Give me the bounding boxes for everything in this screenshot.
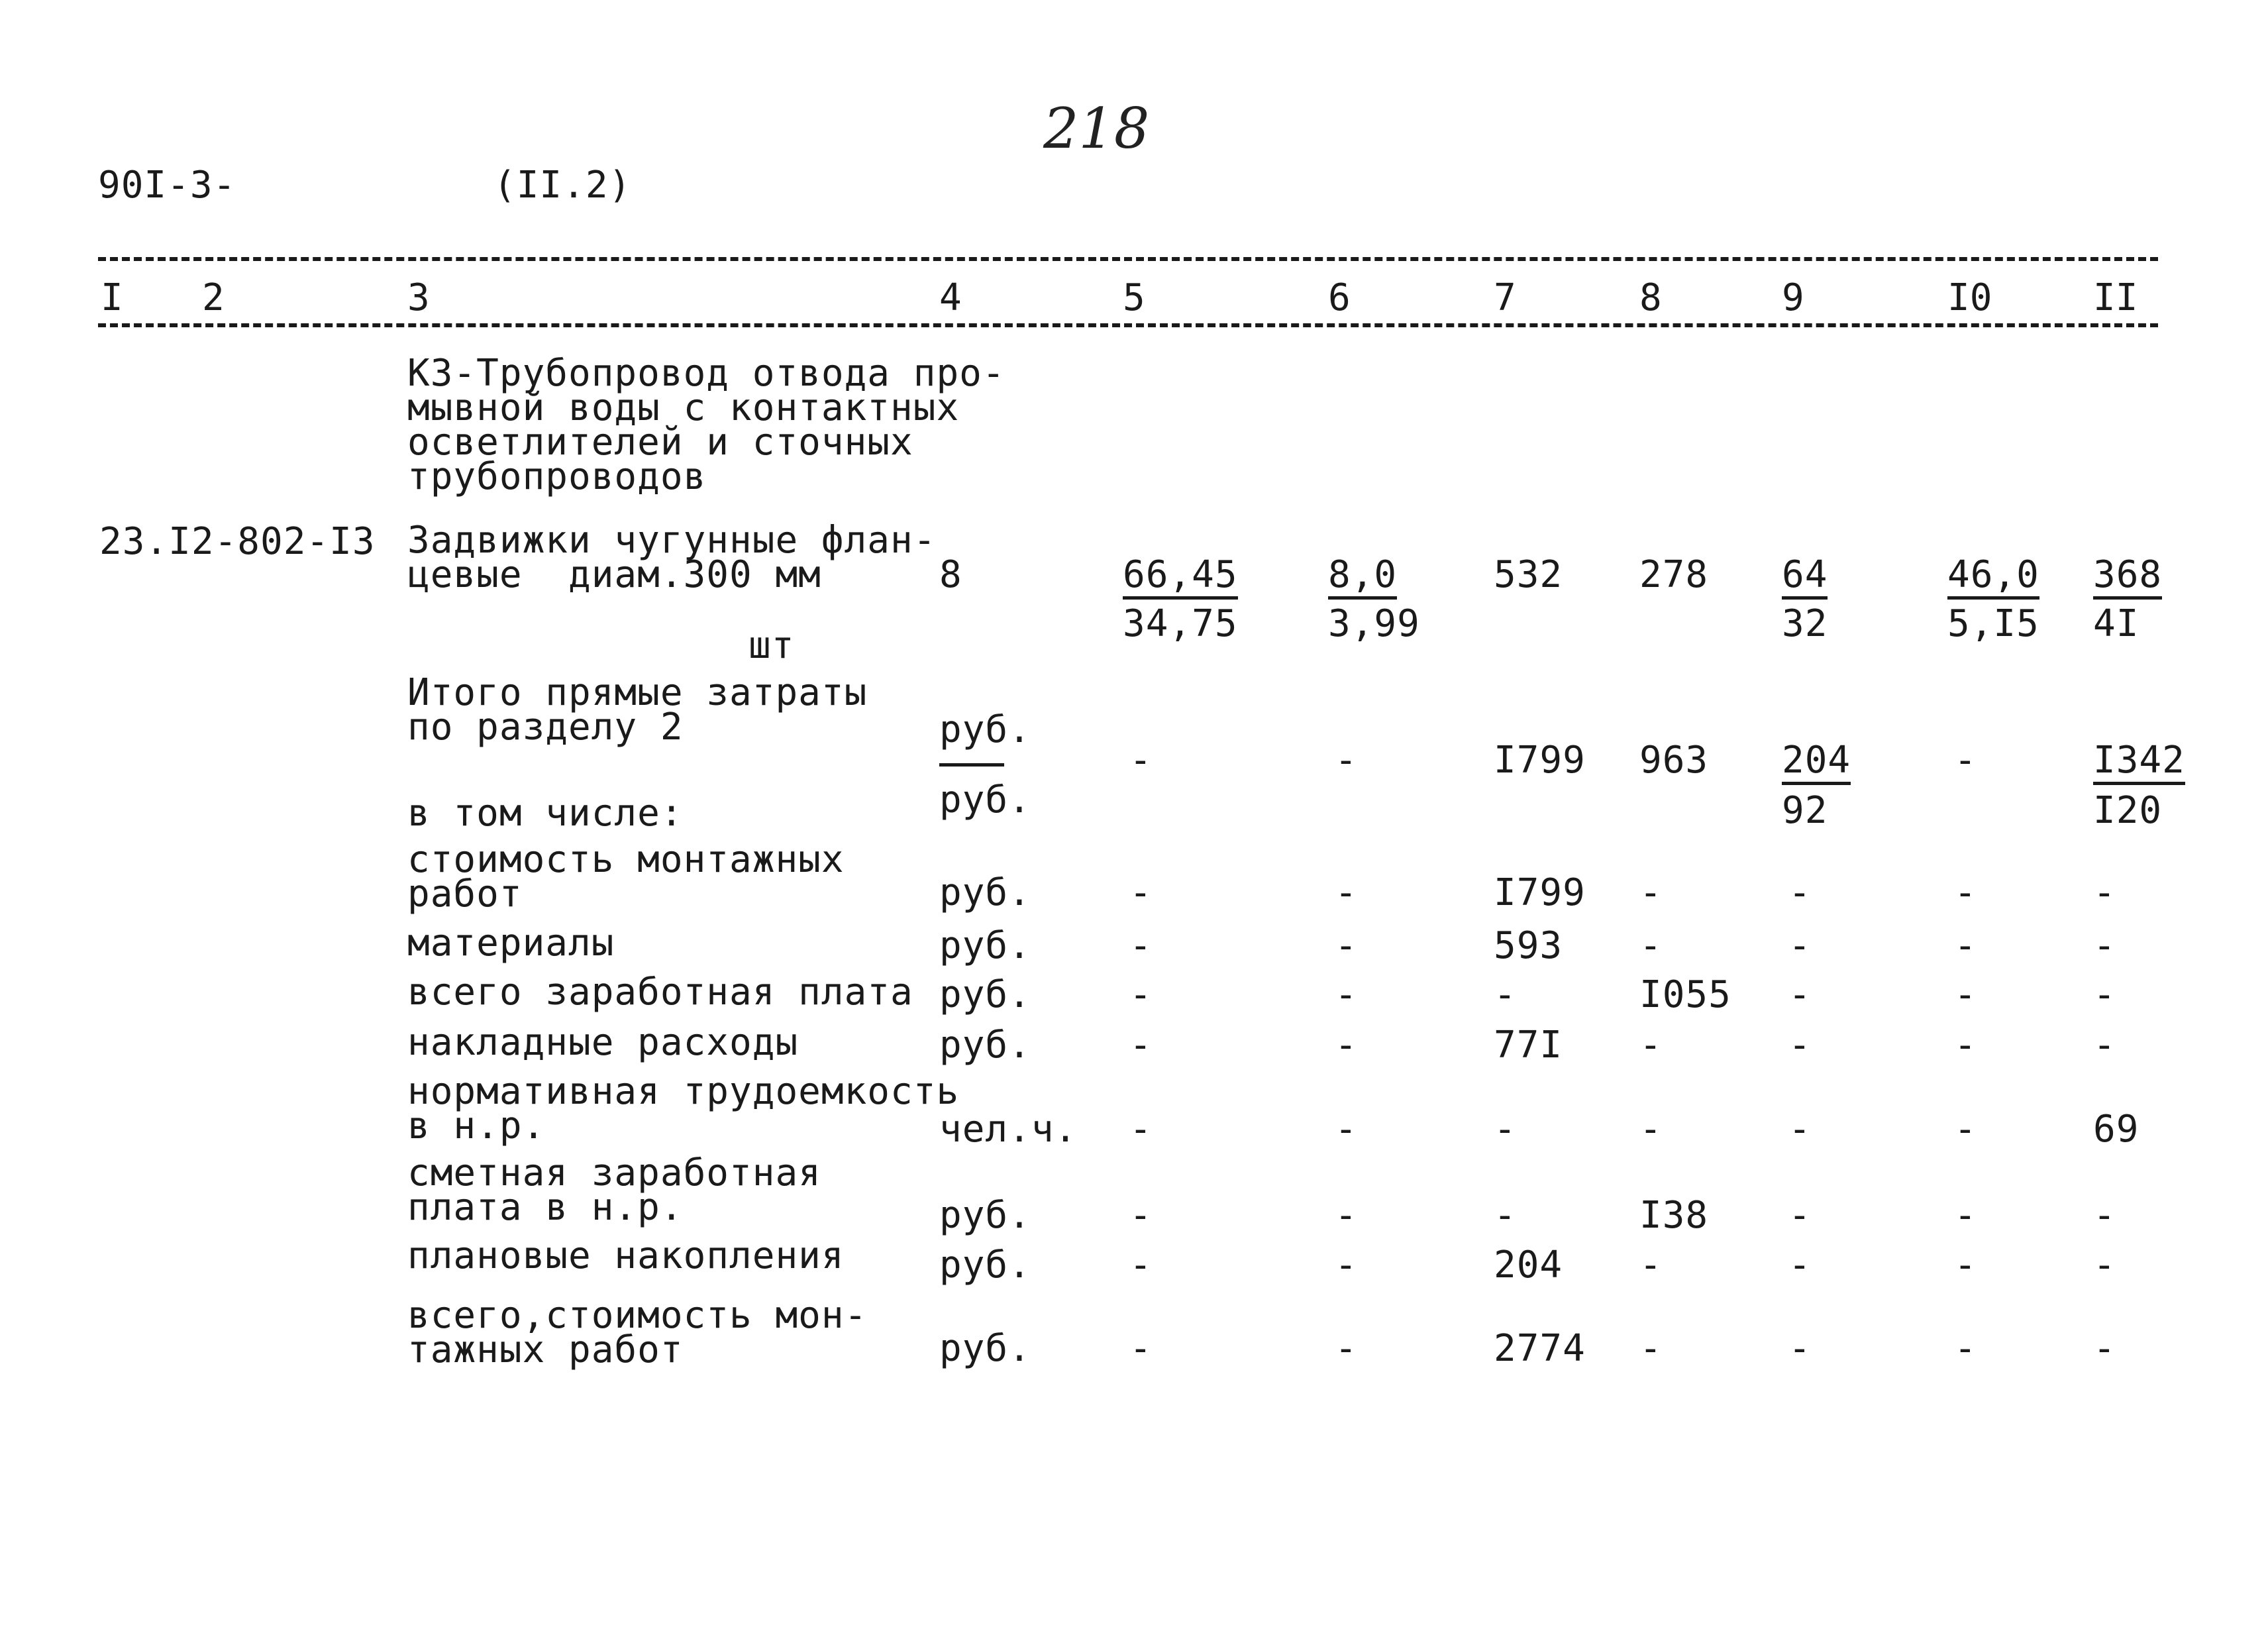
column-number-1: I [101, 276, 123, 319]
breakdown-row-c10: - [1954, 1108, 1977, 1151]
item-col8: 278 [1639, 553, 1709, 596]
breakdown-row-c7: - [1494, 1108, 1517, 1151]
breakdown-row-c10: - [1954, 973, 1977, 1016]
breakdown-row-c11: - [2093, 1327, 2116, 1370]
breakdown-row-unit: руб. [939, 871, 1031, 914]
breakdown-row-c9: - [1788, 1194, 1812, 1237]
breakdown-row-c8: - [1639, 924, 1663, 967]
column-number-2: 2 [202, 276, 225, 319]
column-number-9: 9 [1782, 276, 1804, 319]
item-quantity: 8 [939, 553, 962, 596]
total-col11-bottom: I20 [2093, 789, 2163, 832]
total-label: Итого прямые затраты по разделу 2 [407, 671, 868, 749]
breakdown-row-c11: - [2093, 1024, 2116, 1067]
column-number-10: I0 [1947, 276, 1992, 319]
total-col10: - [1954, 739, 1977, 782]
item-col5-top: 66,45 [1123, 555, 1238, 600]
breakdown-row-c7: 204 [1494, 1244, 1563, 1287]
breakdown-row-c5: - [1129, 871, 1153, 914]
total-unit-fraction-line [939, 763, 1004, 767]
breakdown-row-c10: - [1954, 1244, 1977, 1287]
breakdown-row-label: материалы [407, 922, 615, 965]
handwritten-page-number: 218 [1043, 96, 1150, 161]
top-dashed-rule [98, 257, 2158, 261]
breakdown-row-unit: руб. [939, 1244, 1031, 1287]
breakdown-row-c8: I055 [1639, 973, 1731, 1016]
breakdown-row-c5: - [1129, 1194, 1153, 1237]
breakdown-row-c5: - [1129, 973, 1153, 1016]
breakdown-row-c5: - [1129, 1108, 1153, 1151]
breakdown-row-label: плановые накопления [407, 1234, 845, 1277]
item-col9-top: 64 [1782, 555, 1828, 600]
breakdown-row-c6: - [1335, 871, 1358, 914]
total-unit-top: руб. [939, 708, 1031, 751]
section-title: К3-Трубопровод отвода про- мывной воды с контактных осветлителей и сточных трубопроводов [407, 352, 1005, 498]
breakdown-row-unit: руб. [939, 973, 1031, 1016]
breakdown-row-c8: - [1639, 1327, 1663, 1370]
item-col6-bottom: 3,99 [1328, 602, 1420, 645]
item-name: Задвижки чугунные флан- цевые диам.300 мм [407, 519, 937, 596]
breakdown-row-c11: - [2093, 973, 2116, 1016]
total-unit-bottom: руб. [939, 778, 1031, 822]
breakdown-row-c11: - [2093, 871, 2116, 914]
breakdown-row-c10: - [1954, 1194, 1977, 1237]
breakdown-row-unit: руб. [939, 1024, 1031, 1067]
column-number-11: II [2093, 276, 2138, 319]
breakdown-row-c9: - [1788, 1024, 1812, 1067]
document-section: (II.2) [493, 164, 632, 207]
breakdown-row-c11: 69 [2093, 1108, 2139, 1151]
breakdown-row-c6: - [1335, 924, 1358, 967]
breakdown-row-c9: - [1788, 1244, 1812, 1287]
breakdown-row-c9: - [1788, 973, 1812, 1016]
column-number-3: 3 [407, 276, 430, 319]
column-number-4: 4 [939, 276, 962, 319]
item-col7: 532 [1494, 553, 1563, 596]
breakdown-row-c5: - [1129, 1244, 1153, 1287]
breakdown-row-c6: - [1335, 1108, 1358, 1151]
item-unit: шт [748, 624, 795, 667]
breakdown-row-label: всего заработная плата [407, 971, 913, 1014]
breakdown-row-c11: - [2093, 1194, 2116, 1237]
breakdown-row-c5: - [1129, 1024, 1153, 1067]
item-col10-bottom: 5,I5 [1947, 602, 2039, 645]
breakdown-row-c5: - [1129, 924, 1153, 967]
total-col6: - [1335, 739, 1358, 782]
total-col9-bottom: 92 [1782, 789, 1828, 832]
breakdown-row-c7: - [1494, 1194, 1517, 1237]
breakdown-row-c8: - [1639, 1024, 1663, 1067]
breakdown-row-c6: - [1335, 1244, 1358, 1287]
column-number-7: 7 [1494, 276, 1516, 319]
breakdown-row-label: накладные расходы [407, 1021, 799, 1064]
breakdown-row-c10: - [1954, 1327, 1977, 1370]
breakdown-row-c7: 593 [1494, 924, 1563, 967]
document-code: 90I-3- [98, 164, 236, 207]
breakdown-row-c5: - [1129, 1327, 1153, 1370]
breakdown-row-c8: I38 [1639, 1194, 1709, 1237]
column-number-8: 8 [1639, 276, 1662, 319]
item-col5-bottom: 34,75 [1123, 602, 1238, 645]
column-number-6: 6 [1328, 276, 1351, 319]
breakdown-row-c6: - [1335, 1327, 1358, 1370]
total-including-label: в том числе: [407, 792, 684, 835]
breakdown-row-unit: руб. [939, 1327, 1031, 1370]
breakdown-row-label: стоимость монтажных работ [407, 838, 845, 916]
item-col6-top: 8,0 [1328, 555, 1397, 600]
breakdown-row-c7: - [1494, 973, 1517, 1016]
item-col9-bottom: 32 [1782, 602, 1828, 645]
breakdown-row-unit: руб. [939, 924, 1031, 967]
column-number-5: 5 [1123, 276, 1145, 319]
total-col9-top: 204 [1782, 741, 1851, 785]
breakdown-row-unit: чел.ч. [939, 1108, 1078, 1151]
breakdown-row-c11: - [2093, 924, 2116, 967]
breakdown-row-c10: - [1954, 871, 1977, 914]
breakdown-row-c11: - [2093, 1244, 2116, 1287]
breakdown-row-c8: - [1639, 1244, 1663, 1287]
breakdown-row-label: нормативная трудоемкость в н.р. [407, 1070, 960, 1147]
breakdown-row-c6: - [1335, 973, 1358, 1016]
item-col11-top: 368 [2093, 555, 2162, 600]
breakdown-row-c9: - [1788, 1327, 1812, 1370]
total-col7: I799 [1494, 739, 1586, 782]
item-col11-bottom: 4I [2093, 602, 2139, 645]
breakdown-row-c7: I799 [1494, 871, 1586, 914]
breakdown-row-unit: руб. [939, 1194, 1031, 1237]
total-col11-top: I342 [2093, 741, 2185, 785]
breakdown-row-c6: - [1335, 1024, 1358, 1067]
breakdown-row-c6: - [1335, 1194, 1358, 1237]
column-header-dashed-rule [98, 323, 2158, 327]
breakdown-row-c7: 2774 [1494, 1327, 1586, 1370]
breakdown-row-c10: - [1954, 924, 1977, 967]
breakdown-row-c9: - [1788, 871, 1812, 914]
item-col10-top: 46,0 [1947, 555, 2039, 600]
breakdown-row-label: всего,стоимость мон- тажных работ [407, 1294, 868, 1371]
total-col5: - [1129, 739, 1153, 782]
total-col8: 963 [1639, 739, 1709, 782]
breakdown-row-c8: - [1639, 871, 1663, 914]
item-code: 23.I2-802-I3 [99, 520, 376, 563]
breakdown-row-c8: - [1639, 1108, 1663, 1151]
breakdown-row-label: сметная заработная плата в н.р. [407, 1151, 821, 1229]
breakdown-row-c9: - [1788, 1108, 1812, 1151]
breakdown-row-c10: - [1954, 1024, 1977, 1067]
breakdown-row-c7: 77I [1494, 1024, 1563, 1067]
breakdown-row-c9: - [1788, 924, 1812, 967]
